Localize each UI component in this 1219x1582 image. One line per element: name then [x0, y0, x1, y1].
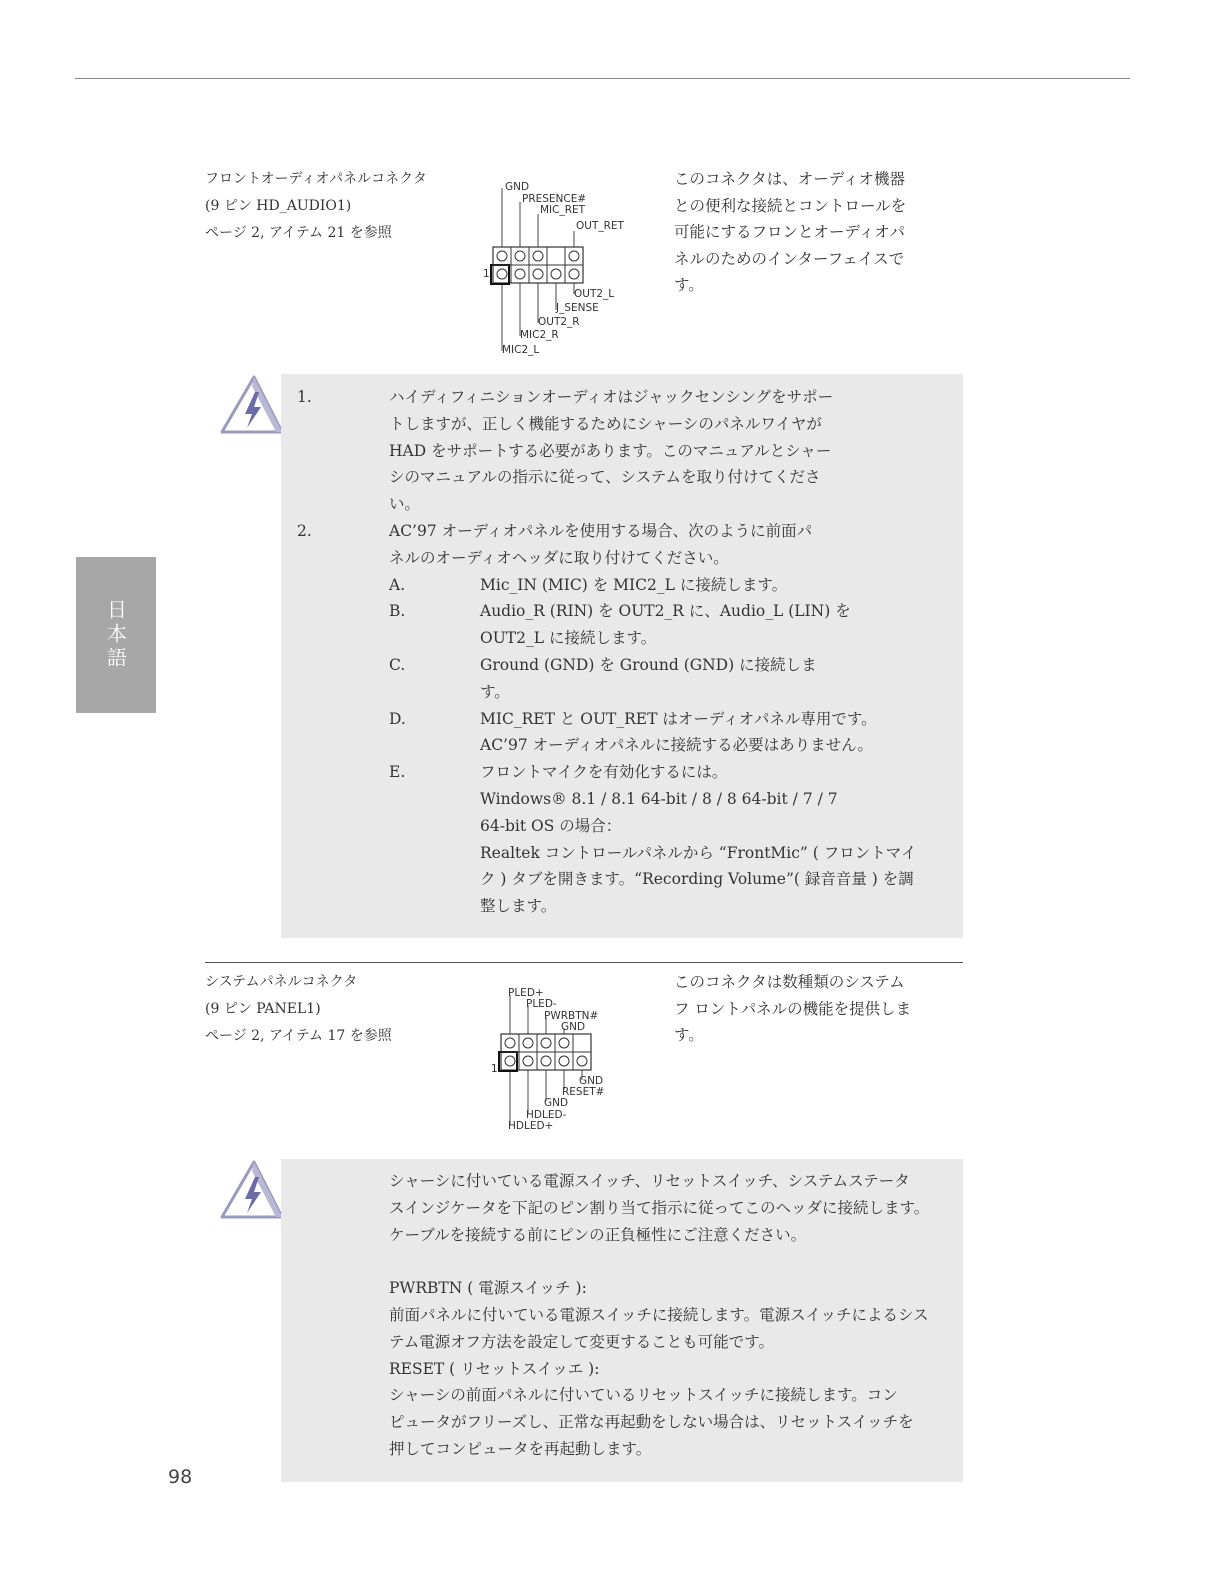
- pin-label-hdled-plus: HDLED+: [508, 1120, 554, 1132]
- pin-label-pled-minus: PLED-: [526, 998, 557, 1010]
- pin-label-j-sense: J_SENSE: [556, 302, 599, 314]
- audio-connector-title: フロントオーディオパネルコネクタ: [205, 171, 427, 187]
- panel-connector-description: このコネクタは数種類のシステム フ ロントパネルの機能を提供しま す。: [674, 973, 912, 1044]
- panel-connector-ref: ページ 2, アイテム 17 を参照: [205, 1028, 392, 1044]
- panel-connector-pins: (9 ピン PANEL1): [205, 1001, 321, 1017]
- audio-connector-description: このコネクタは、オーディオ機器 との便利な接続とコントロールを 可能にするフロンとオーディオパ ネルのためのインターフェイスで す。: [674, 170, 907, 294]
- language-tab: 日本語: [76, 557, 156, 713]
- pin-label-mic2-l: MIC2_L: [502, 344, 540, 356]
- audio-connector-label: [205, 166, 427, 247]
- sub-item-a: A. Mic_IN (MIC) を MIC2_L に接続します。: [389, 575, 788, 594]
- pin-label-gnd-right: GND: [579, 1075, 604, 1087]
- page-number: 98: [168, 1466, 193, 1488]
- pin-label-gnd: GND: [505, 181, 530, 193]
- audio-connector-pins: (9 ピン HD_AUDIO1): [205, 198, 352, 214]
- sub-item-c: C. Ground (GND) を Ground (GND) に接続しま す。: [389, 655, 817, 701]
- reset-heading: RESET ( リセットスイッエ ):: [389, 1359, 600, 1378]
- panel-connector-label: [205, 969, 392, 1050]
- pin-label-out2-r: OUT2_R: [538, 316, 580, 328]
- pin-label-gnd-mid: GND: [544, 1097, 569, 1109]
- pin-label-gnd-top: GND: [561, 1021, 586, 1033]
- note-audio-list: 1. ハイディフィニションオーディオはジャックセンシングをサポー トしますが、正しく機能するためにシャーシのパネルワイヤが HAD をサポートする必要があります。このマニュアルとシャー シのマニュアルの指示に従って、システムを取り付けてくださ い。 2. AC’97 オーディオパネルを使用する場合、次のように前面パ ネルのオーディオヘッダに取り付けてください。 A. Mic_IN (MIC) を MIC2_L に接続します。 B. Audio_R (RIN) を OUT2_R に、Audio_L (LIN) を OUT2_L に接続します。 C. Ground (GND) を Ground (GND) に接続しま す。 D. MIC_RET と OUT_RET はオーディオパネル専用です。 AC’97 オーディオパネルに接続する必要はありません。 E. フロントマイクを有効化するには。 Windows® 8.1 / 8.1 64-bit / 8 / 8 64-bit / 7 / 7 64-bit OS の場合： Realtek コントロールパネルから “FrontMic” ( フロントマイ ク ) タブを開きます。“Recording Volume”( 録音音量 ) を調 整します。: [297, 384, 916, 920]
- pin-label-pwrbtn: PWRBTN#: [544, 1010, 599, 1022]
- list-item-number: 1.: [297, 388, 312, 406]
- pin-label-presence: PRESENCE#: [522, 193, 587, 205]
- sub-item-e: E. フロントマイクを有効化するには。 Windows® 8.1 / 8.1 64-bit / 8 / 8 64-bit / 7 / 7 64-bit OS の場合： Realtek コントロールパネルから “FrontMic” ( フロントマイ ク ) タブを開きます。“Recording Volume”( 録音音量 ) を調 整します。: [389, 763, 917, 916]
- section-divider: [205, 962, 963, 963]
- list-item-number: 2.: [297, 521, 312, 540]
- pin-label-mic2-r: MIC2_R: [520, 329, 559, 341]
- warning-icon: [218, 374, 284, 436]
- panel-header-diagram: [488, 984, 628, 1134]
- sub-item-d: D. MIC_RET と OUT_RET はオーディオパネル専用です。 AC’97 オーディオパネルに接続する必要はありません。: [389, 709, 877, 755]
- audio-header-diagram: [478, 176, 638, 361]
- sub-item-b: B. Audio_R (RIN) を OUT2_R に、Audio_L (LIN) を OUT2_L に接続します。: [389, 602, 851, 648]
- note-panel-text: シャーシに付いている電源スイッチ、リセットスイッチ、システムステータ スインジケータを下記のピン割り当て指示に従ってこのヘッダに接続します。 ケーブルを接続する前にピンの正負極性にご注意ください。 PWRBTN ( 電源スイッチ ): 前面パネルに付いている電源スイッチに接続します。電源スイッチによるシス テム電源オフ方法を設定して変更することも可能です。 RESET ( リセットスイッエ ): シャーシの前面パネルに付いているリセットスイッチに接続します。コン ピュータがフリーズし、正常な再起動をしない場合は、リセットスイッチを 押してコンピュータを再起動します。: [389, 1172, 930, 1458]
- header-rule: [75, 78, 1130, 79]
- pin-label-out2-l: OUT2_L: [574, 288, 615, 300]
- pin-label-mic-ret: MIC_RET: [540, 204, 586, 216]
- pin-label-pled-plus: PLED+: [508, 987, 544, 999]
- warning-icon: [218, 1159, 284, 1221]
- pin-label-out-ret: OUT_RET: [576, 220, 624, 232]
- pin-label-reset: RESET#: [562, 1086, 605, 1098]
- pwrbtn-heading: PWRBTN ( 電源スイッチ ):: [389, 1279, 587, 1298]
- pin-one-marker: 1: [483, 268, 490, 280]
- audio-connector-ref: ページ 2, アイテム 21 を参照: [205, 225, 392, 241]
- pin-label-hdled-minus: HDLED-: [526, 1109, 567, 1121]
- panel-connector-title: システムパネルコネクタ: [205, 974, 358, 990]
- pin-one-marker: 1: [491, 1063, 498, 1075]
